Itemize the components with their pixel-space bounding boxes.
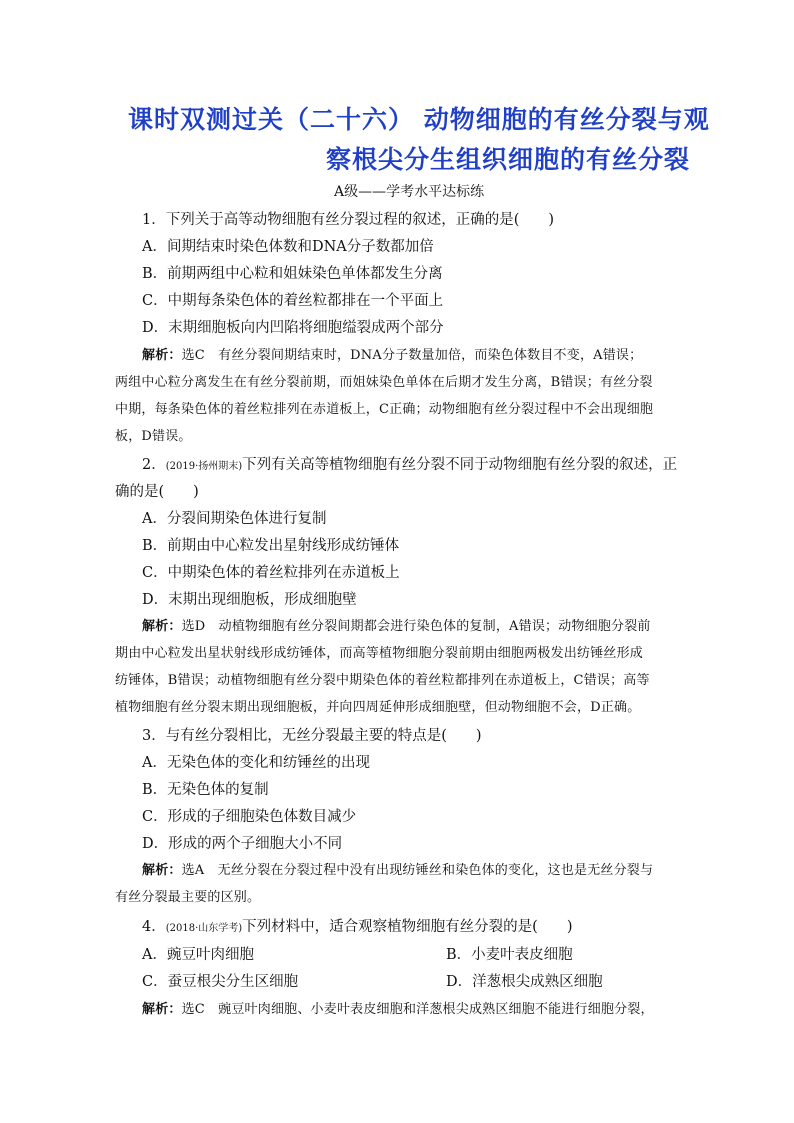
q2-explanation-line4: 植物细胞有丝分裂末期出现细胞板，并向四周延伸形成细胞壁，但动物细胞不会，D正确。	[115, 700, 641, 715]
q4-option-b: B．小麦叶表皮细胞	[446, 947, 573, 963]
explanation-label: 解析：	[142, 348, 182, 363]
explanation-label: 解析：	[142, 619, 182, 634]
q4-explanation-line1: 解析：选C 豌豆叶肉细胞、小麦叶表皮细胞和洋葱根尖成熟区细胞不能进行细胞分裂，	[142, 1002, 654, 1017]
q3-option-a: A．无染色体的变化和纺锤丝的出现	[142, 755, 370, 771]
explanation-label: 解析：	[142, 1002, 182, 1017]
q1-option-d: D．末期细胞板向内凹陷将细胞缢裂成两个部分	[142, 320, 444, 336]
q4-option-c: C．蚕豆根尖分生区细胞	[142, 974, 299, 990]
q4-stem: 4．(2018·山东学考)下列材料中，适合观察植物细胞有丝分裂的是( )	[142, 919, 573, 935]
q1-option-c: C．中期每条染色体的着丝粒都排在一个平面上	[142, 293, 444, 309]
q2-stem-line1: 2．(2019·扬州期末)下列有关高等植物细胞有丝分裂不同于动物细胞有丝分裂的叙述，正	[142, 457, 678, 473]
page-title-line1: 课时双测过关（二十六） 动物细胞的有丝分裂与观	[128, 105, 710, 134]
q2-option-d: D．末期出现细胞板，形成细胞壁	[142, 592, 357, 608]
explanation-label: 解析：	[142, 863, 182, 878]
q2-option-c: C．中期染色体的着丝粒排列在赤道板上	[142, 565, 400, 581]
q3-option-b: B．无染色体的复制	[142, 782, 269, 798]
q1-explanation-line3: 中期，每条染色体的着丝粒排列在赤道板上，C正确；动物细胞有丝分裂过程中不会出现细胞	[115, 402, 654, 417]
q2-option-a: A．分裂间期染色体进行复制	[142, 511, 327, 527]
q1-option-b: B．前期两组中心粒和姐妹染色单体都发生分离	[142, 266, 443, 282]
q3-stem: 3．与有丝分裂相比，无丝分裂最主要的特点是( )	[142, 728, 482, 744]
q2-explanation-line3: 纺锤体，B错误；动植物细胞有丝分裂中期染色体的着丝粒都排列在赤道板上，C错误；高等	[115, 673, 650, 688]
q4-option-d: D．洋葱根尖成熟区细胞	[446, 974, 603, 990]
q3-option-d: D．形成的两个子细胞大小不同	[142, 836, 343, 852]
q1-explanation-line4: 板，D错误。	[115, 429, 192, 444]
q1-option-a: A．间期结束时染色体数和DNA分子数都加倍	[142, 239, 434, 255]
page-title-line2: 察根尖分生组织细胞的有丝分裂	[326, 145, 691, 174]
q4-option-a: A．豌豆叶肉细胞	[142, 947, 254, 963]
q1-explanation-line1: 解析：选C 有丝分裂间期结束时，DNA分子数量加倍，而染色体数目不变，A错误；	[142, 348, 643, 363]
q3-explanation-line2: 有丝分裂最主要的区别。	[115, 890, 261, 905]
q2-option-b: B．前期由中心粒发出星射线形成纺锤体	[142, 538, 400, 554]
q3-option-c: C．形成的子细胞染色体数目减少	[142, 809, 357, 825]
q4-source: (2018·山东学考)	[165, 923, 243, 934]
q3-explanation-line1: 解析：选A 无丝分裂在分裂过程中没有出现纺锤丝和染色体的变化，这也是无丝分裂与	[142, 863, 654, 878]
q1-explanation-line2: 两组中心粒分离发生在有丝分裂前期，而姐妹染色单体在后期才发生分离，B错误；有丝分裂	[115, 375, 653, 390]
level-heading: A级——学考水平达标练	[334, 184, 485, 200]
q2-explanation-line1: 解析：选D 动植物细胞有丝分裂间期都会进行染色体的复制，A错误；动物细胞分裂前	[142, 619, 651, 634]
q2-explanation-line2: 期由中心粒发出星状射线形成纺锤体，而高等植物细胞分裂前期由细胞两极发出纺锤丝形成	[115, 646, 644, 661]
q2-stem-line2: 确的是( )	[115, 484, 199, 500]
q2-source: (2019·扬州期末)	[165, 461, 243, 472]
q1-stem: 1．下列关于高等动物细胞有丝分裂过程的叙述，正确的是( )	[142, 212, 555, 228]
